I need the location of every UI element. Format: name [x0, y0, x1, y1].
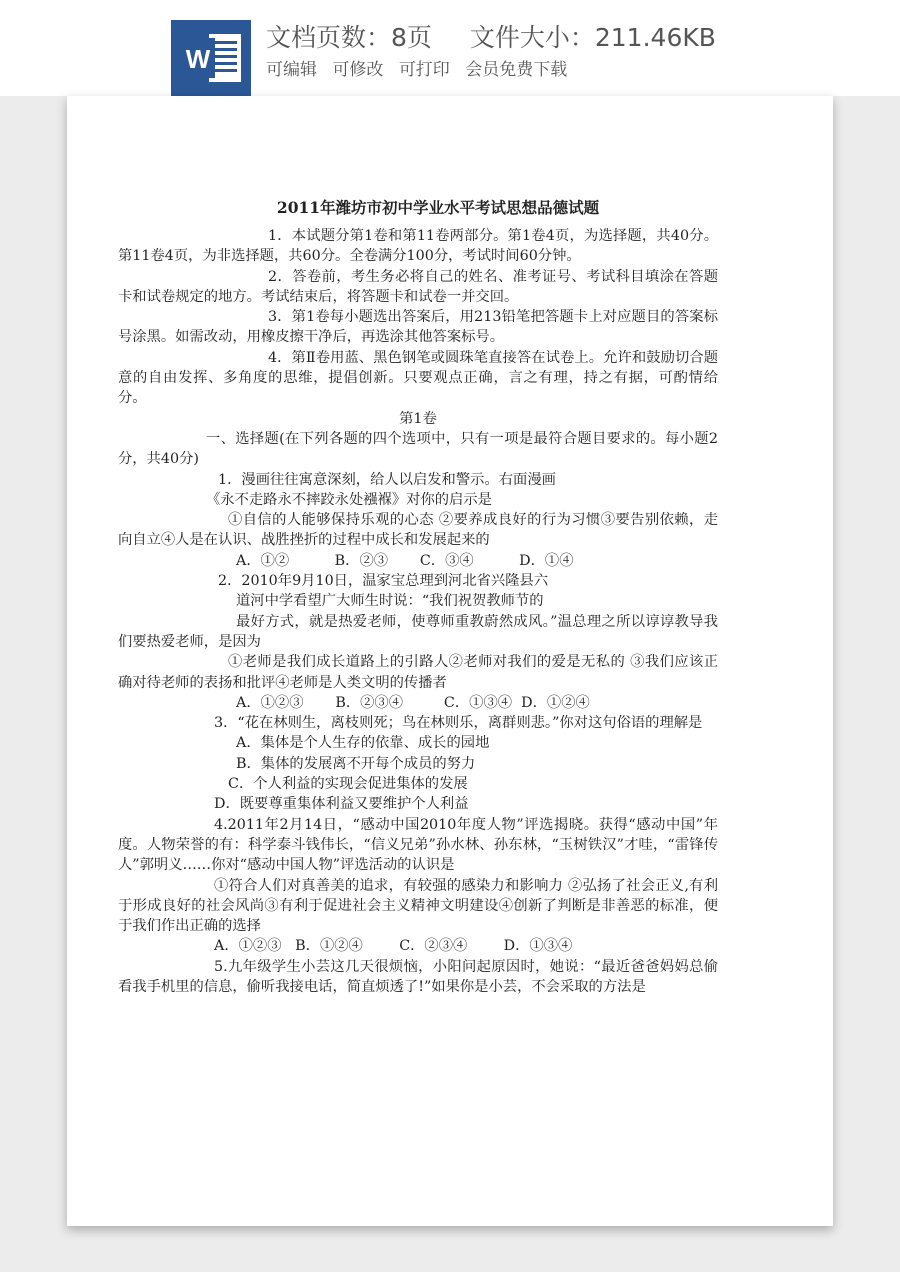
file-info	[266, 18, 716, 54]
feature-member-download: 会员免费下载	[465, 60, 568, 80]
document-title: 2011年潍坊市初中学业水平考试思想品德试题	[276, 198, 600, 217]
q3-stem: 3．“花在林则生，离枝则死；鸟在林则乐，离群则悲。”你对这句俗语的理解是	[214, 715, 703, 732]
q3-option-d: D．既要尊重集体利益又要维护个人利益	[214, 796, 469, 813]
q1-statements: ①自信的人能够保持乐观的心态 ②要养成良好的行为习惯③要告别依赖，走向自立④人是在认识、战胜挫折的过程中成长和发展起来的	[118, 512, 718, 549]
page-count: 文档页数：8页	[266, 23, 432, 52]
instruction-2: 2．答卷前，考生务必将自己的姓名、准考证号、考试科目填涂在答题卡和试卷规定的地方。考试结束后，将答题卡和试卷一并交回。	[118, 268, 718, 305]
q2-statements: ①老师是我们成长道路上的引路人②老师对我们的爱是无私的 ③我们应该正确对待老师的表扬和批评④老师是人类文明的传播者	[118, 654, 718, 691]
q2-stem-2: 道河中学看望广大师生时说：“我们祝贺教师节的	[236, 593, 544, 610]
q1-options: A．①② B．②③ C．③④ D．①④	[236, 552, 574, 569]
document-content	[118, 196, 718, 997]
section-title: 第1卷	[399, 410, 437, 427]
feature-modifiable: 可修改	[332, 60, 384, 80]
q1-stem-2: 《永不走路永不摔跤永处襁褓》对你的启示是	[206, 491, 492, 508]
q4-options: A．①②③ B．①②④ C．②③④ D．①③④	[214, 938, 573, 955]
q1-stem-1: 1．漫画往往寓意深刻，给人以启发和警示。右面漫画	[218, 471, 556, 488]
word-letter: W	[185, 44, 211, 74]
q3-option-c: C．个人利益的实现会促进集体的发展	[228, 776, 468, 793]
feature-list	[266, 55, 567, 80]
file-size: 文件大小：211.46KB	[469, 23, 716, 52]
q2-stem-1: 2．2010年9月10日，温家宝总理到河北省兴隆县六	[218, 573, 549, 590]
download-header	[0, 0, 900, 96]
word-doc-icon	[171, 20, 251, 96]
q3-option-b: B．集体的发展离不开每个成员的努力	[236, 755, 476, 772]
q5-stem: 5.九年级学生小芸这几天很烦恼，小阳问起原因时，她说：“最近爸爸妈妈总偷看我手机里的信息，偷听我接电话，简直烦透了!”如果你是小芸，不会采取的方法是	[118, 958, 718, 995]
part-intro: 一、选择题(在下列各题的四个选项中，只有一项是最符合题目要求的。每小题2分，共40分)	[118, 430, 718, 468]
q2-options: A．①②③ B．②③④ C．①③④ D．①②④	[236, 694, 590, 711]
q4-statements: ①符合人们对真善美的追求，有较强的感染力和影响力 ②弘扬了社会正义,有利于形成良好的社会风尚③有利于促进社会主义精神文明建设④创新了判断是非善恶的标准，便于我们作出正确的选择	[118, 877, 718, 935]
feature-printable: 可打印	[398, 60, 450, 80]
instruction-1: 1．本试题分第1卷和第11卷两部分。第1卷4页，为选择题，共40分。第11卷4页，为非选择题，共60分。全卷满分100分，考试时间60分钟。	[118, 228, 718, 265]
q2-stem-3: 最好方式，就是热爱老师，使尊师重教蔚然成风。”温总理之所以谆谆教导我们要热爱老师，是因为	[118, 613, 718, 650]
instruction-3: 3．第1卷每小题选出答案后，用213铅笔把答题卡上对应题目的答案标号涂黑。如需改动，用橡皮擦干净后，再选涂其他答案标号。	[118, 309, 718, 346]
feature-editable: 可编辑	[266, 60, 317, 80]
instruction-4: 4．第Ⅱ卷用蓝、黑色钢笔或圆珠笔直接答在试卷上。允许和鼓励切合题意的自由发挥、多角度的思维，提倡创新。只要观点正确，言之有理，持之有据，可酌情给分。	[118, 349, 718, 407]
q4-stem: 4.2011年2月14日，“感动中国2010年度人物”评选揭晓。获得“感动中国”年度。人物荣誉的有：科学泰斗钱伟长，“信义兄弟”孙水林、孙东林，“玉树铁汉”才哇，“雷锋传人”郭明义……你对“感动中国人物”评选活动的认识是	[118, 816, 718, 874]
q3-option-a: A．集体是个人生存的依靠、成长的园地	[236, 735, 490, 752]
